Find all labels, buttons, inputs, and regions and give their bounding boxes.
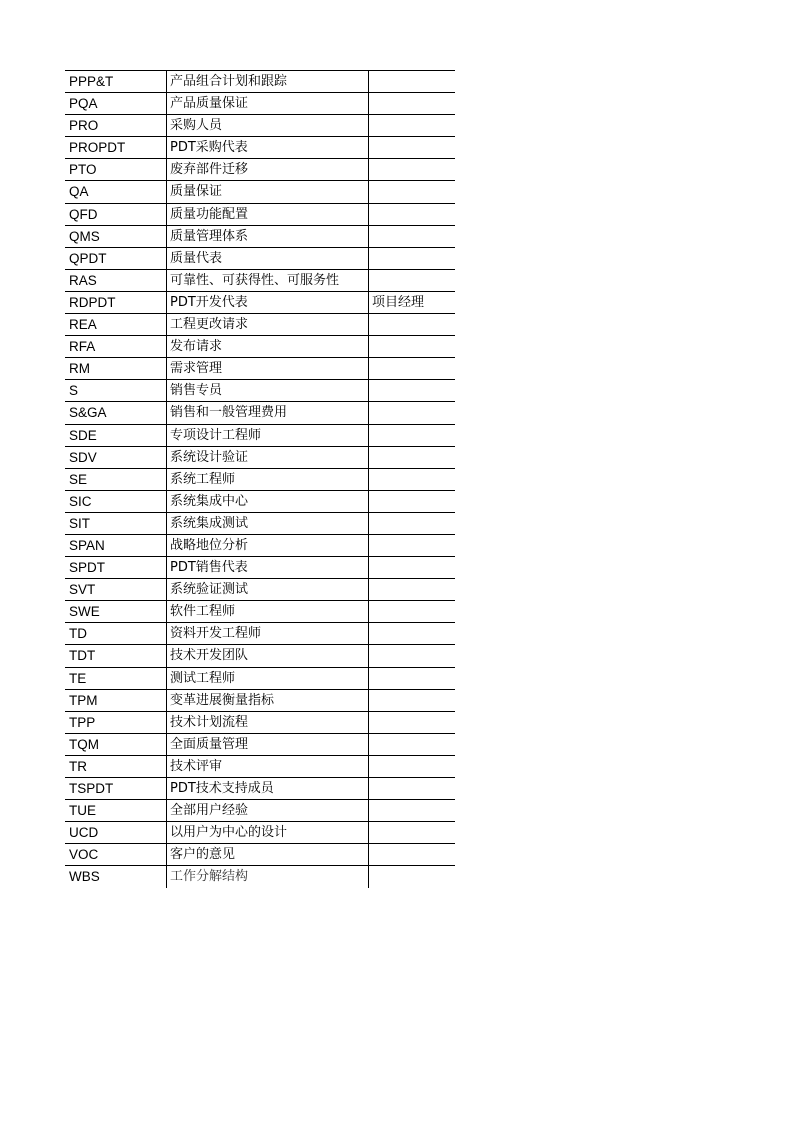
abbreviation-cell: PRO [69,118,99,134]
table-row [65,71,455,93]
table-row [65,756,455,778]
meaning-cell: 产品组合计划和跟踪 [166,71,368,92]
abbreviation-cell: REA [69,317,97,333]
meaning-cell: 产品质量保证 [166,93,368,114]
table-row [65,181,455,203]
abbreviation-cell: SDV [69,449,97,465]
abbreviation-cell: TPM [69,692,98,708]
table-row [65,623,455,645]
abbreviation-cell: SWE [69,604,100,620]
abbreviation-cell: SPDT [69,560,106,576]
abbreviation-cell: PTO [69,162,97,178]
abbreviation-cell: RM [69,361,90,377]
table-row [65,292,455,314]
note-cell [368,866,455,888]
note-cell [368,137,455,158]
abbreviation-cell: RDPDT [69,294,116,310]
abbreviation-cell: PROPDT [69,140,126,156]
table-row [65,844,455,866]
meaning-cell: PDT技术支持成员 [166,778,368,799]
meaning-cell: 系统设计验证 [166,447,368,468]
meaning-cell: 工程更改请求 [166,314,368,335]
abbreviation-cell: RAS [69,272,97,288]
note-cell [368,380,455,401]
table-row [65,690,455,712]
abbreviation-cell: PQA [69,96,98,112]
meaning-cell: 质量功能配置 [166,204,368,225]
note-cell [368,181,455,202]
meaning-cell: PDT销售代表 [166,557,368,578]
meaning-cell: PDT开发代表 [166,292,368,313]
note-cell [368,513,455,534]
meaning-cell: 专项设计工程师 [166,425,368,446]
abbreviation-cell: TUE [69,803,96,819]
note-cell [368,270,455,291]
note-cell [368,226,455,247]
meaning-cell: 废弃部件迁移 [166,159,368,180]
meaning-cell: 可靠性、可获得性、可服务性 [166,270,368,291]
table-row [65,535,455,557]
abbreviation-cell: TDT [69,648,96,664]
note-cell [368,800,455,821]
meaning-cell: 客户的意见 [166,844,368,865]
note-cell [368,822,455,843]
table-row [65,425,455,447]
note-cell [368,358,455,379]
table-row [65,491,455,513]
abbreviation-cell: TQM [69,736,99,752]
meaning-cell: 全部用户经验 [166,800,368,821]
meaning-cell: 系统集成中心 [166,491,368,512]
table-row [65,204,455,226]
meaning-cell: 技术评审 [166,756,368,777]
note-cell [368,402,455,423]
note-cell [368,314,455,335]
abbreviation-cell: WBS [69,869,100,885]
note-cell [368,447,455,468]
note-cell [368,645,455,666]
meaning-cell: 变革进展衡量指标 [166,690,368,711]
note-cell [368,248,455,269]
abbreviation-cell: QA [69,184,89,200]
note-cell [368,425,455,446]
table-row [65,226,455,248]
note-cell [368,844,455,865]
table-row [65,822,455,844]
abbreviation-cell: TD [69,626,87,642]
meaning-cell: 销售专员 [166,380,368,401]
abbreviation-cell: QMS [69,228,100,244]
table-row [65,358,455,380]
meaning-cell: 测试工程师 [166,668,368,689]
note-cell [368,204,455,225]
table-row [65,314,455,336]
note-cell [368,336,455,357]
table-row [65,159,455,181]
meaning-cell: 质量管理体系 [166,226,368,247]
abbreviation-cell: SE [69,471,88,487]
table-row [65,557,455,579]
abbreviation-cell: RFA [69,339,96,355]
abbreviation-table [65,71,455,888]
abbreviation-cell: TPP [69,714,96,730]
note-cell [368,756,455,777]
table-row [65,712,455,734]
meaning-cell: 采购人员 [166,115,368,136]
meaning-cell: 软件工程师 [166,601,368,622]
note-cell [368,601,455,622]
abbreviation-cell: SVT [69,582,96,598]
abbreviation-cell: QFD [69,206,98,222]
note-cell [368,535,455,556]
table-row [65,248,455,270]
abbreviation-cell: PPP&T [69,74,114,89]
table-row [65,402,455,424]
table-row [65,137,455,159]
meaning-cell: 系统工程师 [166,469,368,490]
note-cell [368,159,455,180]
table-row [65,270,455,292]
abbreviation-cell: S&GA [69,405,107,421]
abbreviation-cell: SDE [69,427,97,443]
abbreviation-cell: UCD [69,825,99,841]
table-row [65,800,455,822]
abbreviation-cell: TE [69,670,87,686]
abbreviation-cell: SIT [69,515,91,531]
table-row [65,115,455,137]
note-cell [368,668,455,689]
note-cell [368,734,455,755]
meaning-cell: 质量保证 [166,181,368,202]
meaning-cell: 战略地位分析 [166,535,368,556]
note-cell [368,557,455,578]
table-row [65,866,455,888]
meaning-cell: 以用户为中心的设计 [166,822,368,843]
table-row [65,645,455,667]
meaning-cell: 技术开发团队 [166,645,368,666]
table-row [65,601,455,623]
table-row [65,734,455,756]
note-cell [368,71,455,92]
meaning-cell: 销售和一般管理费用 [166,402,368,423]
abbreviation-cell: TR [69,758,87,774]
meaning-cell: 系统验证测试 [166,579,368,600]
meaning-cell: 全面质量管理 [166,734,368,755]
note-cell [368,778,455,799]
table-row [65,778,455,800]
note-cell [368,115,455,136]
note-cell [368,690,455,711]
note-cell [368,93,455,114]
meaning-cell: PDT采购代表 [166,137,368,158]
abbreviation-cell: VOC [69,847,99,863]
note-cell [368,712,455,733]
meaning-cell: 技术计划流程 [166,712,368,733]
meaning-cell: 工作分解结构 [166,866,368,888]
note-cell: 项目经理 [368,292,455,313]
abbreviation-cell: SIC [69,493,92,509]
table-row [65,93,455,115]
meaning-cell: 资料开发工程师 [166,623,368,644]
abbreviation-cell: TSPDT [69,781,114,796]
abbreviation-cell: S [69,383,79,399]
abbreviation-cell: QPDT [69,250,107,266]
table-row [65,668,455,690]
table-row [65,336,455,358]
table-row [65,579,455,601]
table-row [65,513,455,535]
note-cell [368,623,455,644]
note-cell [368,491,455,512]
meaning-cell: 需求管理 [166,358,368,379]
meaning-cell: 系统集成测试 [166,513,368,534]
meaning-cell: 发布请求 [166,336,368,357]
note-cell [368,469,455,490]
note-cell [368,579,455,600]
table-row [65,447,455,469]
meaning-cell: 质量代表 [166,248,368,269]
table-row [65,469,455,491]
table-row [65,380,455,402]
abbreviation-cell: SPAN [69,537,105,553]
